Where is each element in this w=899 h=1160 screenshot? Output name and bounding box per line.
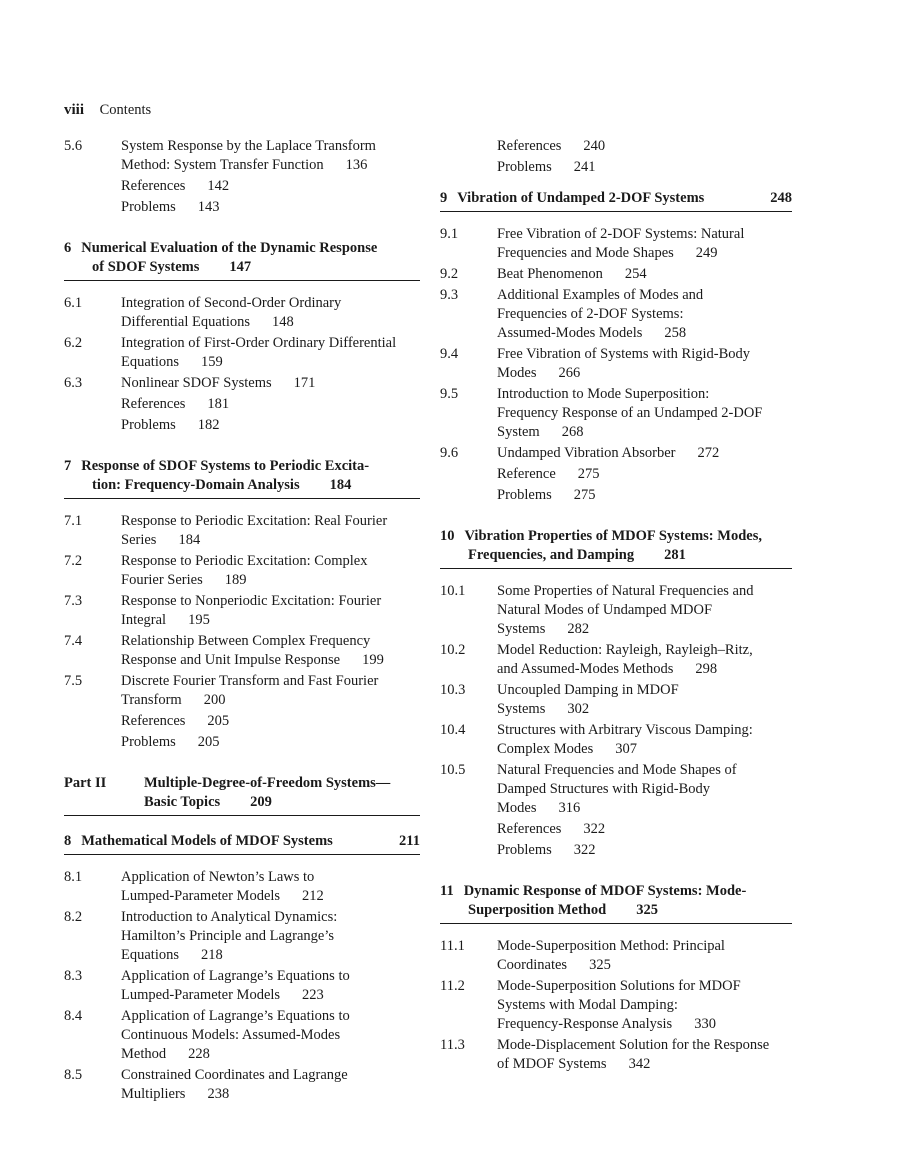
toc-entry[interactable]: 7.5 Discrete Fourier Transform and Fast Fourier Transform 200 bbox=[64, 673, 379, 708]
page-header bbox=[64, 102, 151, 119]
toc-entry[interactable]: 11.2 Mode-Superposition Solutions for MDOF Systems with Modal Damping: Frequency-Response Analysis 330 bbox=[440, 978, 741, 1032]
toc-entry[interactable]: 10.3 Uncoupled Damping in MDOF Systems 302 bbox=[440, 682, 679, 717]
toc-entry[interactable]: 9.4 Free Vibration of Systems with Rigid-Body Modes 266 bbox=[440, 346, 751, 381]
toc-entry[interactable]: 8.3 Application of Lagrange’s Equations to Lumped-Parameter Models 223 bbox=[64, 968, 350, 1003]
toc-entry[interactable]: 5.6 System Response by the Laplace Transform Method: System Transfer Function 136 bbox=[64, 138, 376, 173]
toc-entry[interactable]: 10.2 Model Reduction: Rayleigh, Rayleigh–Ritz, and Assumed-Modes Methods 298 bbox=[440, 642, 753, 677]
toc-entry[interactable]: 7.1 Response to Periodic Excitation: Real Fourier Series 184 bbox=[64, 513, 388, 548]
toc-entry[interactable]: 6.2 Integration of First-Order Ordinary Differential Equations 159 bbox=[64, 335, 397, 370]
right-column bbox=[440, 137, 792, 1074]
toc-entry[interactable]: 9.6 Undamped Vibration Absorber 272 bbox=[440, 445, 720, 461]
toc-entry[interactable]: 9.1 Free Vibration of 2-DOF Systems: Natural Frequencies and Mode Shapes 249 bbox=[440, 226, 745, 261]
toc-chapter-heading[interactable]: 11 Dynamic Response of MDOF Systems: Mode- Superposition Method 325 bbox=[440, 882, 792, 924]
toc-part-heading[interactable]: Part II Multiple-Degree-of-Freedom Systems— Basic Topics 209 bbox=[64, 774, 420, 816]
toc-entry[interactable]: 8.1 Application of Newton’s Laws to Lumped-Parameter Models 212 bbox=[64, 869, 324, 904]
toc-entry[interactable]: 7.4 Relationship Between Complex Frequency Response and Unit Impulse Response 199 bbox=[64, 633, 384, 668]
toc-entry[interactable]: 10.5 Natural Frequencies and Mode Shapes of Damped Structures with Rigid-Body Modes 316 bbox=[440, 762, 737, 816]
toc-entry[interactable]: 9.2 Beat Phenomenon 254 bbox=[440, 266, 647, 282]
toc-chapter-heading[interactable]: 7 Response of SDOF Systems to Periodic Excita- tion: Frequency-Domain Analysis 184 bbox=[64, 457, 420, 499]
toc-chapter-heading[interactable]: 10 Vibration Properties of MDOF Systems: Modes, Frequencies, and Damping 281 bbox=[440, 527, 792, 569]
toc-entry[interactable]: 8.4 Application of Lagrange’s Equations to Continuous Models: Assumed-Modes Method 228 bbox=[64, 1008, 350, 1062]
toc-chapter-heading[interactable]: 6 Numerical Evaluation of the Dynamic Response of SDOF Systems 147 bbox=[64, 239, 420, 281]
toc-references[interactable]: References 142 bbox=[121, 178, 230, 194]
toc-entry[interactable]: 8.2 Introduction to Analytical Dynamics: Hamilton’s Principle and Lagrange’s Equations 218 bbox=[64, 909, 338, 963]
toc-entry[interactable]: 11.1 Mode-Superposition Method: Principal Coordinates 325 bbox=[440, 938, 725, 973]
toc-entry[interactable]: 9.3 Additional Examples of Modes and Frequencies of 2-DOF Systems: Assumed-Modes Models 258 bbox=[440, 287, 704, 341]
toc-references[interactable]: References 322 bbox=[497, 821, 606, 837]
toc-entry[interactable]: 7.3 Response to Nonperiodic Excitation: Fourier Integral 195 bbox=[64, 593, 382, 628]
toc-problems[interactable]: Problems 241 bbox=[497, 159, 596, 175]
toc-chapter-heading[interactable]: 8 Mathematical Models of MDOF Systems 211 bbox=[64, 832, 420, 855]
toc-entry[interactable]: 6.1 Integration of Second-Order Ordinary Differential Equations 148 bbox=[64, 295, 342, 330]
toc-problems[interactable]: Problems 205 bbox=[121, 734, 220, 750]
toc-entry[interactable]: 9.5 Introduction to Mode Superposition: Frequency Response of an Undamped 2-DOF System 268 bbox=[440, 386, 763, 440]
toc-references[interactable]: Reference 275 bbox=[497, 466, 600, 482]
toc-entry[interactable]: 11.3 Mode-Displacement Solution for the Response of MDOF Systems 342 bbox=[440, 1037, 770, 1072]
toc-problems[interactable]: Problems 322 bbox=[497, 842, 596, 858]
toc-entry[interactable]: 10.4 Structures with Arbitrary Viscous Damping: Complex Modes 307 bbox=[440, 722, 753, 757]
toc-problems[interactable]: Problems 143 bbox=[121, 199, 220, 215]
page-number: viii bbox=[64, 102, 85, 118]
toc-entry[interactable]: 7.2 Response to Periodic Excitation: Complex Fourier Series 189 bbox=[64, 553, 368, 588]
toc-references[interactable]: References 205 bbox=[121, 713, 230, 729]
toc-entry[interactable]: 6.3 Nonlinear SDOF Systems 171 bbox=[64, 375, 316, 391]
toc-entry[interactable]: 8.5 Constrained Coordinates and Lagrange Multipliers 238 bbox=[64, 1067, 348, 1102]
toc-references[interactable]: References 181 bbox=[121, 396, 230, 412]
toc-chapter-heading[interactable]: 9 Vibration of Undamped 2-DOF Systems 248 bbox=[440, 189, 792, 212]
toc-problems[interactable]: Problems 182 bbox=[121, 417, 220, 433]
toc-references[interactable]: References 240 bbox=[497, 138, 606, 154]
toc-entry[interactable]: 10.1 Some Properties of Natural Frequencies and Natural Modes of Undamped MDOF Systems 282 bbox=[440, 583, 754, 637]
toc-problems[interactable]: Problems 275 bbox=[497, 487, 596, 503]
left-column bbox=[64, 137, 420, 1104]
page-title: Contents bbox=[99, 102, 152, 118]
